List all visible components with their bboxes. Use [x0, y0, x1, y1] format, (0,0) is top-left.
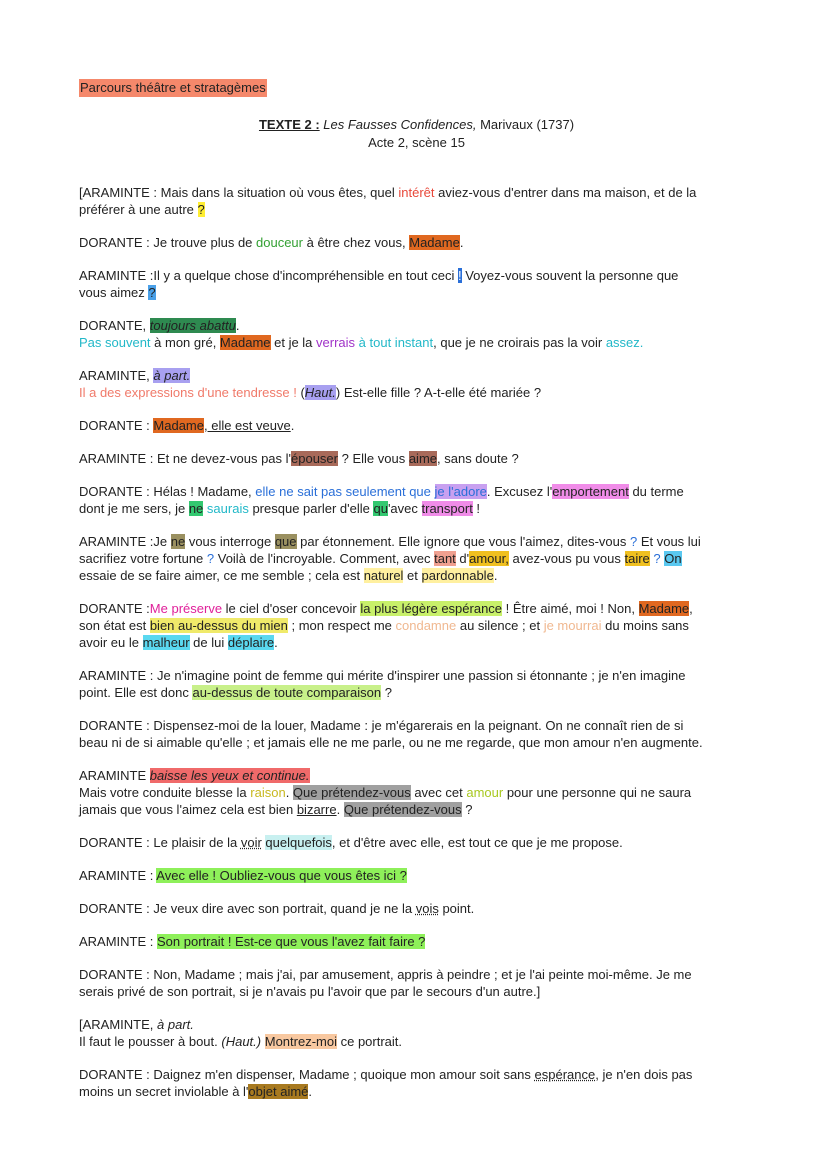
highlighted-text: naturel — [363, 568, 404, 583]
text-run: ( — [296, 385, 305, 400]
text-run: . — [459, 235, 464, 250]
text-run: ARAMINTE : — [79, 934, 158, 949]
paragraph-gap — [79, 851, 754, 867]
highlighted-text: je l'adore — [434, 484, 487, 499]
text-title-author: Marivaux (1737) — [476, 117, 575, 132]
text-title-work: Les Fausses Confidences, — [323, 117, 477, 132]
highlighted-text: bien au-dessus du mien — [149, 618, 288, 633]
text-run: ) Est-elle fille ? A-t-elle été mariée ? — [335, 385, 542, 400]
dialogue-paragraph — [79, 1066, 754, 1100]
text-run: et je la — [270, 335, 317, 350]
text-run: vois — [415, 901, 439, 916]
text-run: vous interroge — [185, 534, 275, 549]
text-run: d' — [455, 551, 470, 566]
dialogue-paragraph — [79, 184, 754, 218]
dialogue-paragraph — [79, 317, 754, 351]
text-run: DORANTE, — [79, 318, 150, 333]
paragraph-gap — [79, 1000, 754, 1016]
text-run: assez. — [605, 335, 644, 350]
dialogue-paragraph — [79, 1016, 754, 1050]
text-run: sacrifiez votre fortune — [79, 551, 207, 566]
text-run: presque parler d'elle — [248, 501, 374, 516]
highlighted-text: déplaire — [227, 635, 275, 650]
paragraph-gap — [79, 701, 754, 717]
paragraph-gap — [79, 218, 754, 234]
highlighted-text: ? — [197, 202, 205, 217]
text-run: ce portrait. — [336, 1034, 403, 1049]
dialogue-paragraph — [79, 767, 754, 818]
dialogue-paragraph — [79, 483, 754, 517]
dialogue-body — [79, 184, 754, 1100]
text-run: ? — [381, 685, 392, 700]
text-run: à être chez vous, — [303, 235, 410, 250]
paragraph-gap — [79, 917, 754, 933]
highlighted-text: quelquefois — [265, 835, 332, 850]
highlighted-text: Madame — [409, 235, 460, 250]
text-run: Pas souvent — [79, 335, 151, 350]
text-run: avez-vous pu vous — [508, 551, 625, 566]
highlighted-text: ne — [188, 501, 204, 516]
text-run: DORANTE : Je trouve plus de — [79, 235, 257, 250]
dialogue-paragraph — [79, 900, 754, 917]
highlighted-text: Madame — [153, 418, 204, 433]
text-run: , que je ne croirais pas la voir — [433, 335, 606, 350]
highlighted-text: emportement — [552, 484, 629, 499]
text-title-act: Acte 2, scène 15 — [368, 135, 465, 150]
text-run: [ARAMINTE, — [79, 1017, 158, 1032]
text-run: ARAMINTE :Il y a quelque chose d'incompréhensible en tout ceci — [79, 268, 458, 283]
text-run: Voilà de l'incroyable. Comment, avec — [214, 551, 435, 566]
text-run: ? — [653, 551, 661, 566]
paragraph-gap — [79, 584, 754, 600]
text-run: espérance — [534, 1067, 596, 1082]
text-run: aviez-vous d'entrer dans ma maison, et de la — [434, 185, 697, 200]
text-run: préférer à une autre — [79, 202, 198, 217]
text-run: DORANTE : Le plaisir de la — [79, 835, 241, 850]
text-run: douceur — [256, 235, 303, 250]
highlighted-text: baisse les yeux et continue. — [149, 768, 310, 783]
text-run: vous aimez — [79, 285, 149, 300]
text-run: dont je me sers, je — [79, 501, 189, 516]
text-run: au silence ; et — [456, 618, 544, 633]
highlighted-text: taire — [624, 551, 650, 566]
text-run: , — [689, 601, 693, 616]
paragraph-gap — [79, 251, 754, 267]
highlighted-text: épouser — [291, 451, 338, 466]
text-run: voir — [240, 835, 262, 850]
text-run: ? — [461, 802, 473, 817]
dialogue-paragraph — [79, 600, 754, 651]
dialogue-paragraph — [79, 867, 754, 884]
highlighted-text: Avec elle ! Oubliez-vous que vous êtes ici ? — [156, 868, 407, 883]
text-run: . — [235, 318, 240, 333]
text-run: raison — [250, 785, 286, 800]
text-run: saurais — [206, 501, 249, 516]
dialogue-paragraph — [79, 933, 754, 950]
text-run: Et vous lui — [637, 534, 701, 549]
highlighted-text: ne — [170, 534, 186, 549]
highlighted-text: Haut. — [304, 385, 336, 400]
text-run: DORANTE : Hélas ! Madame, — [79, 484, 256, 499]
text-run: avec cet — [410, 785, 467, 800]
text-run: elle ne sait pas seulement que — [255, 484, 431, 499]
text-run: moins un secret inviolable à l' — [79, 1084, 249, 1099]
dialogue-paragraph — [79, 533, 754, 584]
text-run: ! Être aimé, moi ! Non, — [502, 601, 639, 616]
highlighted-text: Madame — [219, 335, 271, 350]
text-run: 'avec — [387, 501, 422, 516]
highlighted-text: qu — [373, 501, 388, 516]
text-title-line — [79, 116, 754, 134]
text-run: , je n'en dois pas — [595, 1067, 693, 1082]
text-run: . — [493, 568, 498, 583]
text-run — [431, 484, 435, 499]
text-run: jamais que vous l'aimez cela est bien — [79, 802, 297, 817]
text-run: [ARAMINTE : Mais dans la situation où vous êtes, quel — [79, 185, 399, 200]
highlighted-text: aime — [408, 451, 438, 466]
highlighted-text: objet aimé — [248, 1084, 309, 1099]
text-run: Voyez-vous souvent la personne que — [461, 268, 679, 283]
text-run: bizarre — [296, 802, 337, 817]
highlighted-text: ? — [148, 285, 156, 300]
text-run: verrais — [316, 335, 356, 350]
highlighted-text: la plus légère espérance — [360, 601, 503, 616]
text-title-lead: TEXTE 2 : — [258, 117, 320, 132]
text-run: ARAMINTE :Je — [79, 534, 171, 549]
course-header-tag: Parcours théâtre et stratagèmes — [80, 80, 266, 95]
paragraph-gap — [79, 351, 754, 367]
text-run: ? — [206, 551, 215, 566]
dialogue-paragraph — [79, 267, 754, 301]
highlighted-text: amour, — [469, 551, 509, 566]
text-run: DORANTE : Daignez m'en dispenser, Madame ; quoique mon amour soit sans — [79, 1067, 535, 1082]
text-run: son état est — [79, 618, 150, 633]
paragraph-gap — [79, 517, 754, 533]
text-run: . — [274, 635, 278, 650]
text-run: à part. — [157, 1017, 194, 1032]
text-run: beau ni de si aimable qu'elle ; et jamais elle ne me parle, ou ne me regarde, que mon amour n'en augmente. — [79, 735, 703, 750]
highlighted-text: Madame — [638, 601, 690, 616]
highlighted-text: que — [274, 534, 297, 549]
text-run: intérêt — [398, 185, 435, 200]
text-run: ARAMINTE, — [79, 368, 154, 383]
text-run: ARAMINTE — [79, 768, 150, 783]
text-run: je mourrai — [543, 618, 602, 633]
text-run: du terme — [628, 484, 684, 499]
text-run: DORANTE : — [79, 418, 154, 433]
text-run: Il a des expressions d'une tendresse ! — [79, 385, 297, 400]
text-run: point. Elle est donc — [79, 685, 193, 700]
text-run: . Excusez l' — [486, 484, 553, 499]
text-run: point. — [438, 901, 475, 916]
text-run: Mais votre conduite blesse la — [79, 785, 251, 800]
highlighted-text: pardonnable — [421, 568, 494, 583]
text-run: essaie de se faire aimer, ce me semble ; cela est — [79, 568, 364, 583]
text-run: ARAMINTE : Et ne devez-vous pas l' — [79, 451, 292, 466]
text-run: à mon gré, — [150, 335, 220, 350]
text-run: Il faut le pousser à bout. — [79, 1034, 222, 1049]
highlighted-text: ! — [457, 268, 462, 283]
text-run: à tout instant — [358, 335, 434, 350]
paragraph-gap — [79, 401, 754, 417]
text-run: ! — [472, 501, 481, 516]
text-run: ? — [629, 534, 638, 549]
text-run: ; mon respect me — [287, 618, 396, 633]
text-run: avoir eu le — [79, 635, 143, 650]
highlighted-text: toujours abattu — [149, 318, 236, 333]
text-run: amour — [466, 785, 504, 800]
highlighted-text: Montrez-moi — [264, 1034, 337, 1049]
text-run: . — [285, 785, 293, 800]
dialogue-paragraph — [79, 417, 754, 434]
text-run: . — [290, 418, 295, 433]
highlighted-text: à part. — [153, 368, 191, 383]
text-run: ? Elle vous — [338, 451, 409, 466]
dialogue-paragraph — [79, 966, 754, 1000]
text-run: DORANTE : Non, Madame ; mais j'ai, par amusement, appris à peindre ; et je l'ai peinte moi-même. Je me — [79, 967, 692, 982]
text-run: et — [403, 568, 422, 583]
highlighted-text: au-dessus de toute comparaison — [192, 685, 382, 700]
highlighted-text: On — [664, 551, 682, 566]
text-run: du moins sans — [601, 618, 689, 633]
highlighted-text: tant — [434, 551, 456, 566]
highlighted-text: Que prétendez-vous — [292, 785, 411, 800]
paragraph-gap — [79, 651, 754, 667]
text-run: par étonnement. Elle ignore que vous l'aimez, dites-vous — [296, 534, 630, 549]
text-run: DORANTE : Dispensez-moi de la louer, Madame : je m'égarerais en la peignant. On ne connaît rien de si — [79, 718, 684, 733]
text-run: DORANTE : Je veux dire avec son portrait, quand je ne la — [79, 901, 416, 916]
text-run: DORANTE : — [79, 601, 150, 616]
text-run: . — [336, 802, 344, 817]
dialogue-paragraph — [79, 834, 754, 851]
text-run: (Haut.) — [221, 1034, 262, 1049]
paragraph-gap — [79, 301, 754, 317]
dialogue-paragraph — [79, 234, 754, 251]
paragraph-gap — [79, 950, 754, 966]
paragraph-gap — [79, 818, 754, 834]
highlighted-text: malheur — [142, 635, 190, 650]
highlighted-text: Son portrait ! Est-ce que vous l'avez fait faire ? — [157, 934, 426, 949]
text-run: . — [308, 1084, 313, 1099]
dialogue-paragraph — [79, 367, 754, 401]
text-run: condamne — [395, 618, 457, 633]
text-run: , et d'être avec elle, est tout ce que je me propose. — [331, 835, 623, 850]
dialogue-paragraph — [79, 450, 754, 467]
paragraph-gap — [79, 884, 754, 900]
text-run: de lui — [189, 635, 228, 650]
text-run: serais privé de son portrait, si je n'avais pu l'avoir que par le secours d'un autre.] — [79, 984, 541, 999]
text-run: le ciel d'oser concevoir — [222, 601, 361, 616]
paragraph-gap — [79, 434, 754, 450]
paragraph-gap — [79, 751, 754, 767]
text-run: , sans doute ? — [437, 451, 519, 466]
paragraph-gap — [79, 1050, 754, 1066]
paragraph-gap — [79, 467, 754, 483]
text-run: ARAMINTE : Je n'imagine point de femme qui mérite d'inspirer une passion si étonnante ; je n'en imagine — [79, 668, 686, 683]
dialogue-paragraph — [79, 717, 754, 751]
text-run: , elle est veuve — [203, 418, 291, 433]
text-run: ARAMINTE : — [79, 868, 157, 883]
document-page — [79, 79, 754, 1100]
dialogue-paragraph — [79, 667, 754, 701]
highlighted-text: Que prétendez-vous — [343, 802, 462, 817]
text-run: pour une personne qui ne saura — [503, 785, 692, 800]
text-run: Me préserve — [149, 601, 223, 616]
text-title-block — [79, 116, 754, 152]
highlighted-text: transport — [421, 501, 473, 516]
